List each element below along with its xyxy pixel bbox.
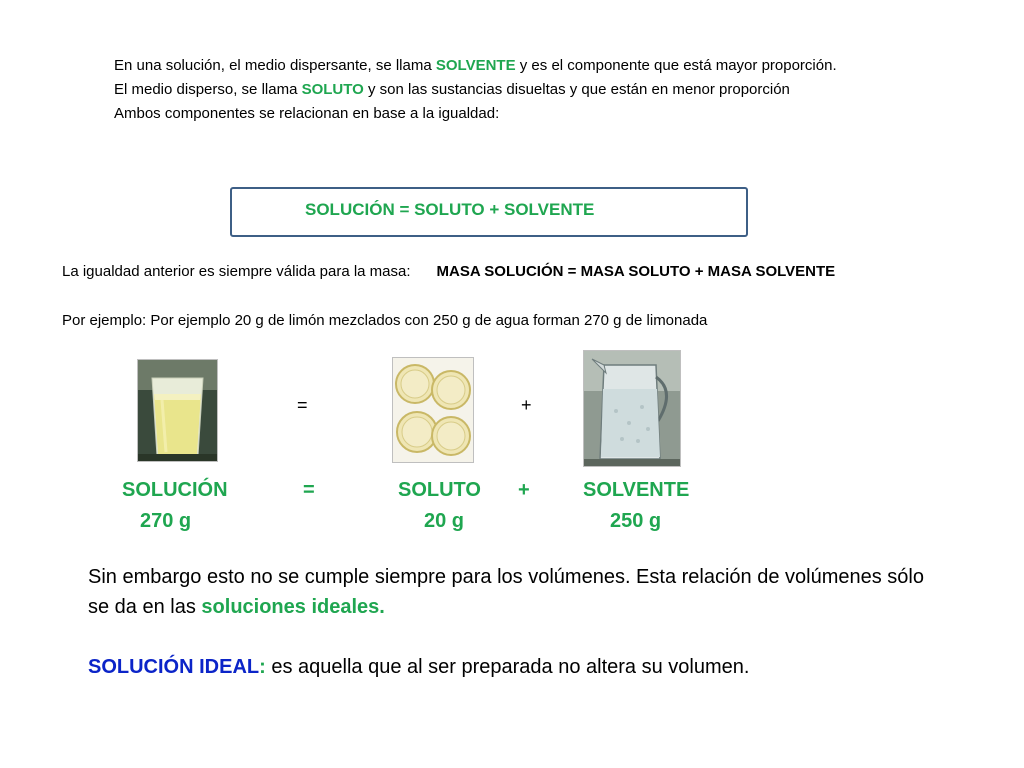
image-equals-sign: =	[297, 395, 308, 415]
intro-text	[114, 54, 844, 126]
text: y es el componente que está mayor proporción.	[515, 57, 837, 74]
lemon-slice	[397, 412, 437, 452]
water-jug-photo	[583, 350, 681, 467]
lemon-slice	[396, 365, 434, 403]
solucion-label: SOLUCIÓN	[122, 479, 228, 501]
lemon-slices-photo	[392, 357, 474, 463]
soluto-mass: 20 g	[424, 510, 465, 532]
ideal-solution-term: SOLUCIÓN IDEAL	[88, 656, 260, 678]
solvente-label: SOLVENTE	[583, 479, 690, 501]
text: es aquella que al ser preparada no altera su volumen.	[265, 656, 750, 678]
text: En una solución, el medio dispersante, se llama	[114, 57, 436, 74]
solvente-mass: 250 g	[610, 510, 662, 532]
example-line: Por ejemplo: Por ejemplo 20 g de limón mezclados con 250 g de agua forman 270 g de limonada	[62, 312, 708, 329]
solucion-mass: 270 g	[140, 510, 192, 532]
lemon-slice	[432, 417, 470, 455]
equation-text: SOLUCIÓN = SOLUTO + SOLVENTE	[305, 200, 595, 219]
equals-label: =	[303, 479, 315, 501]
mass-line	[62, 263, 835, 280]
ideal-solutions-term: soluciones ideales.	[201, 596, 385, 618]
mass-line-text: La igualdad anterior es siempre válida para la masa:	[62, 263, 411, 280]
ideal-solution-definition	[88, 652, 948, 682]
text: y son las sustancias disueltas y que están en menor proporción	[363, 81, 790, 98]
soluto-term: SOLUTO	[301, 81, 364, 98]
mass-equation: MASA SOLUCIÓN = MASA SOLUTO + MASA SOLVENTE	[436, 263, 836, 280]
text: Sin embargo esto no se cumple siempre para los volúmenes. Esta relación de volúmenes sólo se da en las	[88, 566, 924, 618]
lemonade-glass-photo	[137, 359, 218, 462]
conclusion	[88, 562, 948, 682]
soluto-label: SOLUTO	[398, 479, 481, 501]
image-plus-sign: +	[521, 395, 532, 415]
text: El medio disperso, se llama	[114, 81, 302, 98]
plus-label: +	[518, 479, 530, 501]
relation-intro: Ambos componentes se relacionan en base a la igualdad:	[114, 105, 500, 122]
colon: :	[259, 656, 266, 678]
solvente-term: SOLVENTE	[435, 57, 516, 74]
volume-note	[88, 562, 948, 622]
lemon-slice	[432, 371, 470, 409]
equation-box	[230, 187, 748, 237]
soluto-definition	[114, 78, 844, 102]
solvente-definition	[114, 54, 844, 78]
